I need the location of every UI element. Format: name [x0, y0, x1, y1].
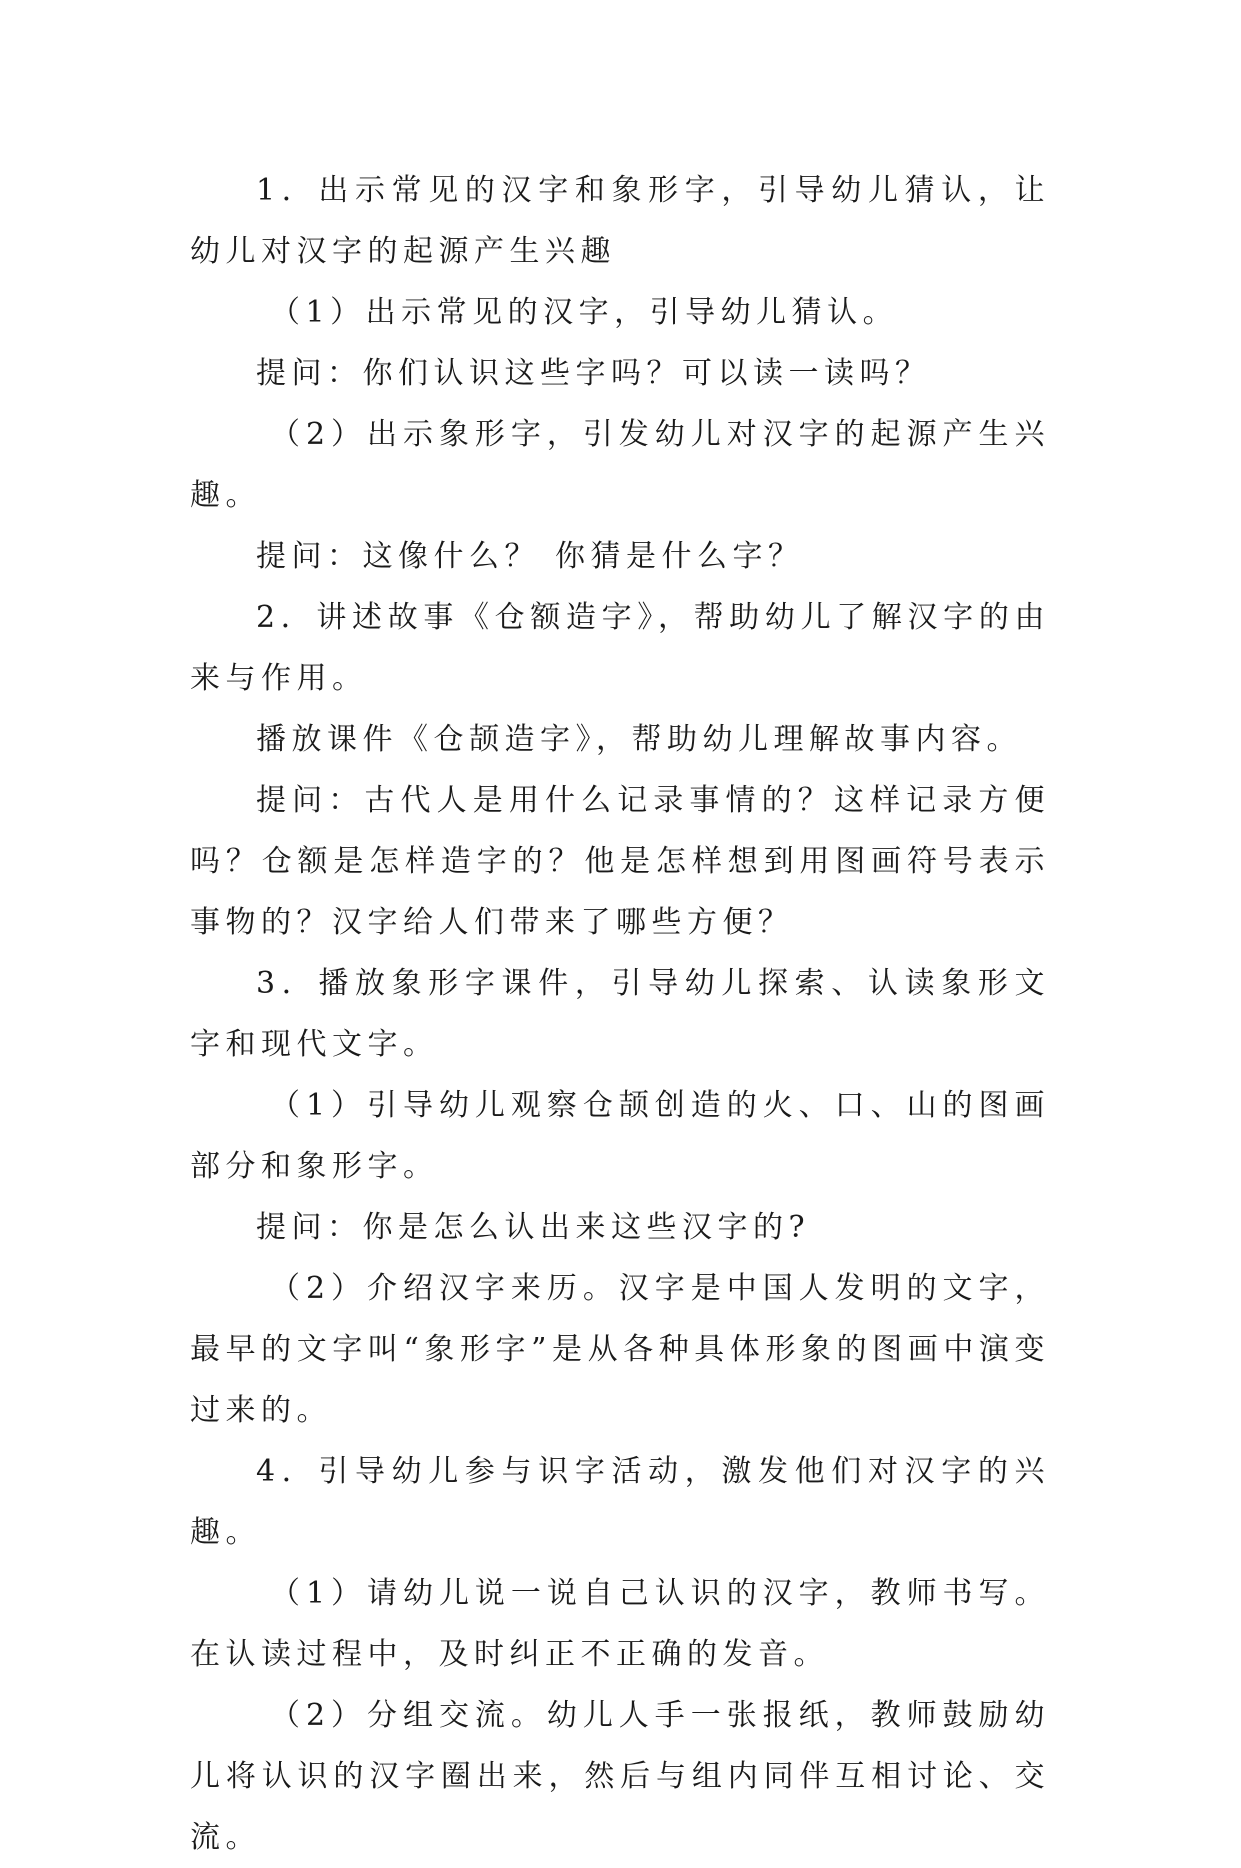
step-1-sub-1: （1）出示常见的汉字，引导幼儿猜认。: [270, 295, 899, 330]
step-1-heading: 1．出示常见的汉字和象形字，引导幼儿猜认，让幼儿对汉字的起源产生兴趣: [190, 173, 1050, 269]
step-3-sub-2: （2）介绍汉字来历。汉字是中国人发明的文字，最早的文字叫“象形字”是从各种具体形象的图画中演变过来的。: [190, 1271, 1050, 1428]
step-3-sub-1: （1）引导幼儿观察仓颉创造的火、口、山的图画部分和象形字。: [190, 1088, 1050, 1184]
step-4-heading: 4．引导幼儿参与识字活动，激发他们对汉字的兴趣。: [190, 1454, 1050, 1550]
step-2-activity: 播放课件《仓颉造字》，帮助幼儿理解故事内容。: [256, 722, 1022, 757]
step-1-question-2: 提问：这像什么？ 你猜是什么字？: [256, 539, 804, 574]
step-3-question: 提问：你是怎么认出来这些汉字的?: [256, 1210, 811, 1245]
step-2-heading: 2．讲述故事《仓额造字》，帮助幼儿了解汉字的由来与作用。: [190, 600, 1050, 696]
step-2-question: 提问：古代人是用什么记录事情的？这样记录方便吗？仓额是怎样造字的？他是怎样想到用图画符号表示事物的？汉字给人们带来了哪些方便？: [190, 783, 1050, 940]
document-body: [190, 160, 1050, 1868]
step-1-question-1: 提问：你们认识这些字吗？可以读一读吗？: [256, 356, 931, 391]
step-4-sub-2: （2）分组交流。幼儿人手一张报纸，教师鼓励幼儿将认识的汉字圈出来，然后与组内同伴互相讨论、交流。: [190, 1698, 1050, 1855]
step-3-heading: 3．播放象形字课件，引导幼儿探索、认读象形文字和现代文字。: [190, 966, 1050, 1062]
step-1-sub-2: （2）出示象形字，引发幼儿对汉字的起源产生兴趣。: [190, 417, 1050, 513]
step-4-sub-1: （1）请幼儿说一说自己认识的汉字，教师书写。在认读过程中，及时纠正不正确的发音。: [190, 1576, 1050, 1672]
